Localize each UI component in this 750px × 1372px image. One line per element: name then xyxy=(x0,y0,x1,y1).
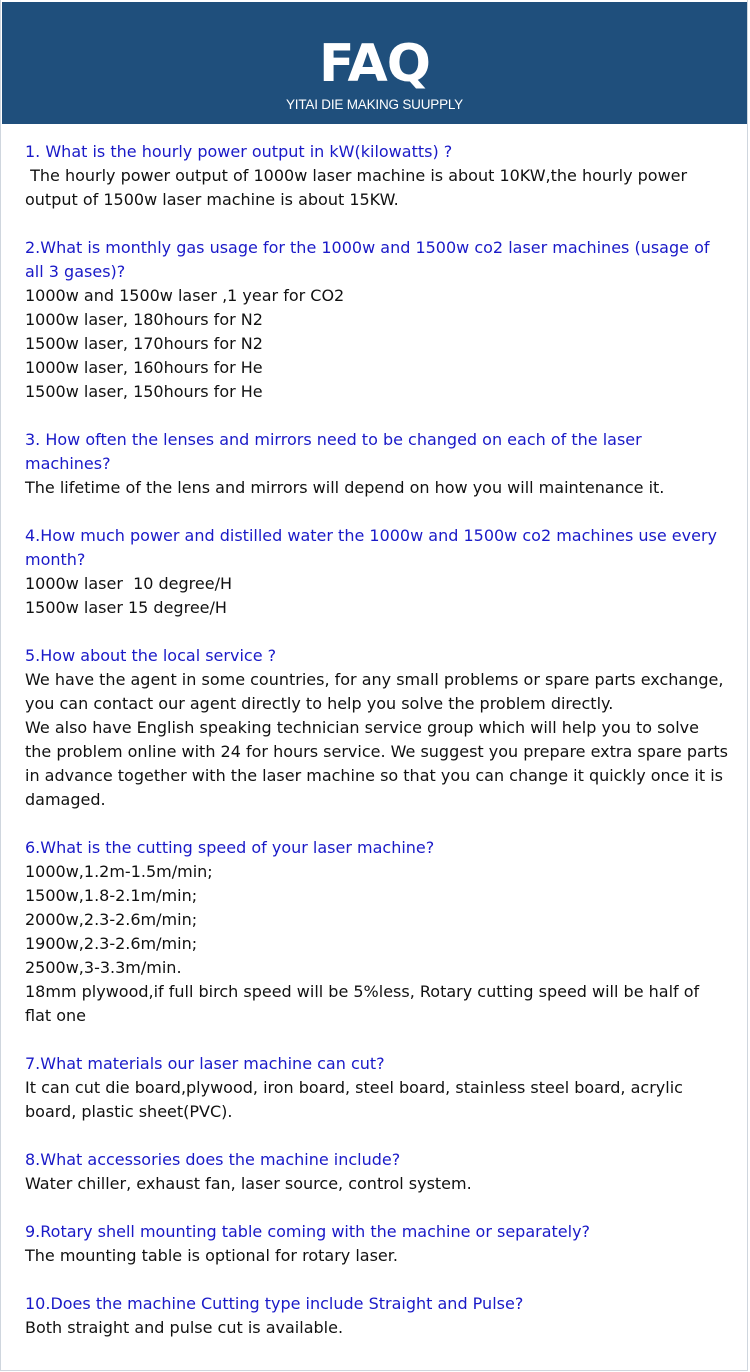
faq-answer-line: 1000w laser, 160hours for He xyxy=(25,358,263,377)
page-subtitle: YITAI DIE MAKING SUUPPLY xyxy=(286,97,463,112)
faq-answer-line: Both straight and pulse cut is available. xyxy=(25,1318,344,1337)
faq-answer xyxy=(25,1076,730,1124)
faq-answer-line: 1000w and 1500w laser ,1 year for CO2 xyxy=(25,286,345,305)
faq-answer-line: 1500w laser, 150hours for He xyxy=(25,382,263,401)
faq-answer xyxy=(25,1316,730,1340)
faq-answer-line: Water chiller, exhaust fan, laser source, control system. xyxy=(25,1174,472,1193)
faq-question: 10.Does the machine Cutting type include Straight and Pulse? xyxy=(25,1294,524,1313)
faq-item xyxy=(25,1220,730,1268)
faq-item xyxy=(25,140,730,212)
faq-answer-line: 1500w laser 15 degree/H xyxy=(25,598,227,617)
faq-answer xyxy=(25,164,730,212)
faq-item xyxy=(25,236,730,404)
faq-header-banner xyxy=(2,2,747,124)
faq-answer xyxy=(25,476,730,500)
faq-question: 1. What is the hourly power output in kW(kilowatts) ? xyxy=(25,142,453,161)
faq-question: 4.How much power and distilled water the 1000w and 1500w co2 machines use every month? xyxy=(25,526,717,569)
faq-answer xyxy=(25,1172,730,1196)
faq-answer-line: 1900w,2.3-2.6m/min; xyxy=(25,934,198,953)
faq-answer-line: 1000w laser, 180hours for N2 xyxy=(25,310,263,329)
faq-answer xyxy=(25,284,730,404)
faq-question: 2.What is monthly gas usage for the 1000w and 1500w co2 laser machines (usage of all 3 gases)? xyxy=(25,238,710,281)
faq-answer-line: The mounting table is optional for rotary laser. xyxy=(25,1246,398,1265)
faq-answer xyxy=(25,860,730,1028)
faq-answer xyxy=(25,668,734,812)
faq-item xyxy=(25,524,730,620)
faq-answer-line: 1500w,1.8-2.1m/min; xyxy=(25,886,198,905)
faq-answer-line: 1500w laser, 170hours for N2 xyxy=(25,334,263,353)
faq-answer-line: 1000w,1.2m-1.5m/min; xyxy=(25,862,213,881)
faq-item xyxy=(25,1052,730,1124)
faq-answer-line: We also have English speaking technician service group which will help you to solve the problem online with 24 for hours service. We suggest you prepare extra spare parts in advance together with the laser machine so that you can change it quickly once it is damaged. xyxy=(25,718,734,809)
faq-item xyxy=(25,1148,730,1196)
faq-list xyxy=(25,140,734,1364)
faq-item xyxy=(25,1292,730,1340)
faq-answer xyxy=(25,1244,730,1268)
faq-answer-line: The hourly power output of 1000w laser machine is about 10KW,the hourly power output of 1500w laser machine is about 15KW. xyxy=(25,166,693,209)
faq-question: 6.What is the cutting speed of your laser machine? xyxy=(25,838,435,857)
faq-question: 5.How about the local service ? xyxy=(25,646,277,665)
faq-answer-line: It can cut die board,plywood, iron board, steel board, stainless steel board, acrylic board, plastic sheet(PVC). xyxy=(25,1078,689,1121)
faq-question: 8.What accessories does the machine include? xyxy=(25,1150,401,1169)
faq-question: 3. How often the lenses and mirrors need to be changed on each of the laser machines? xyxy=(25,430,642,473)
faq-answer-line: 18mm plywood,if full birch speed will be 5%less, Rotary cutting speed will be half of flat one xyxy=(25,982,705,1025)
faq-answer-line: We have the agent in some countries, for any small problems or spare parts exchange, you can contact our agent directly to help you solve the problem directly. xyxy=(25,670,729,713)
faq-item xyxy=(25,836,730,1028)
page-title: FAQ xyxy=(318,34,430,94)
faq-answer xyxy=(25,572,730,620)
faq-item xyxy=(25,428,730,500)
faq-item xyxy=(25,644,734,812)
faq-question: 7.What materials our laser machine can cut? xyxy=(25,1054,385,1073)
faq-answer-line: 2500w,3-3.3m/min. xyxy=(25,958,182,977)
faq-answer-line: The lifetime of the lens and mirrors will depend on how you will maintenance it. xyxy=(25,478,665,497)
faq-answer-line: 2000w,2.3-2.6m/min; xyxy=(25,910,198,929)
faq-answer-line: 1000w laser 10 degree/H xyxy=(25,574,233,593)
faq-question: 9.Rotary shell mounting table coming with the machine or separately? xyxy=(25,1222,591,1241)
